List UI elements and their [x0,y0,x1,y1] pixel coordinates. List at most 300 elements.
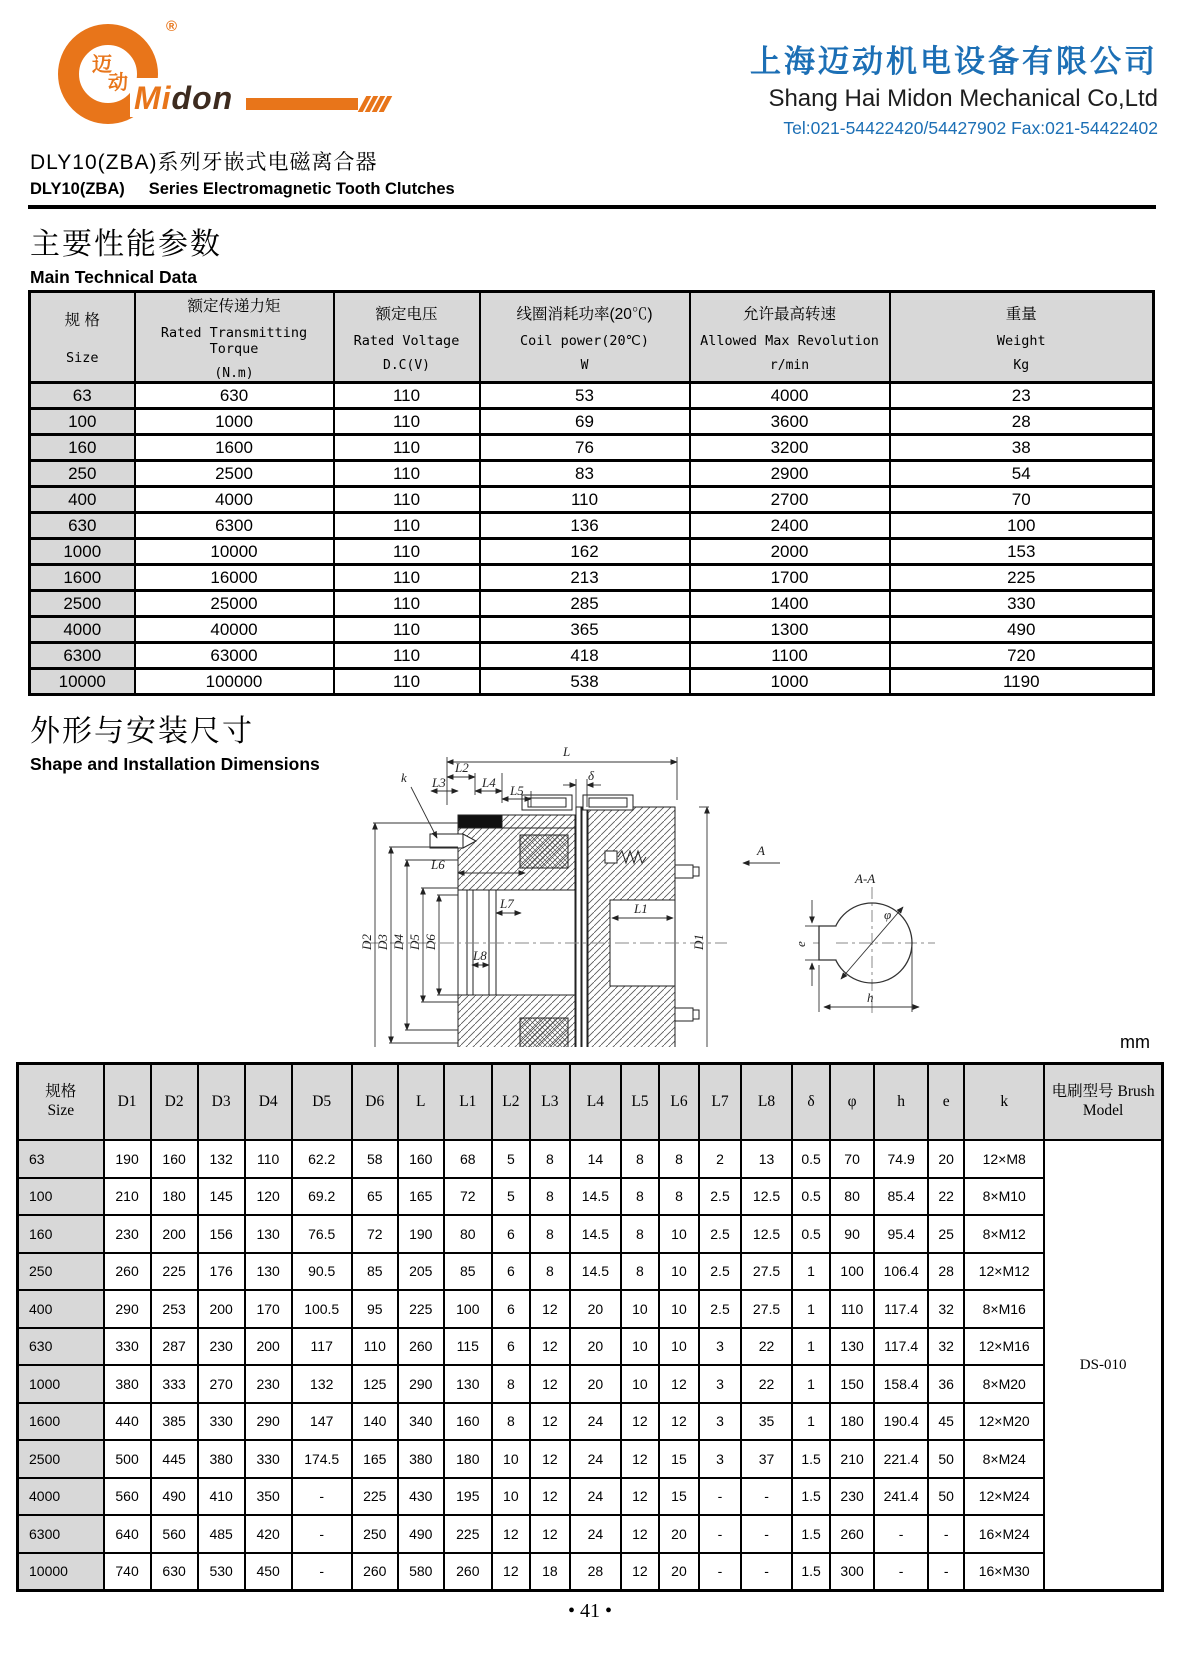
value-cell: 25000 [135,591,334,617]
value-cell: 12 [530,1515,570,1553]
value-cell: 440 [104,1403,151,1441]
table-row [18,1253,1163,1291]
value-cell: 8×M12 [964,1215,1044,1253]
dim-label-L3: L3 [432,775,446,790]
value-cell: 70 [890,487,1154,513]
value-cell: 630 [151,1553,198,1591]
value-cell: 365 [480,617,690,643]
size-cell: 6300 [30,643,135,669]
col-header-brush-model: 电刷型号 Brush Model [1044,1064,1162,1141]
value-cell: 195 [444,1478,492,1516]
logo-cn-char: 迈 [92,54,112,76]
value-cell: 260 [352,1553,398,1591]
value-cell: 225 [151,1253,198,1291]
value-cell: 110 [334,539,480,565]
value-cell: 490 [890,617,1154,643]
value-cell: 37 [741,1440,792,1478]
col-header-l1: L1 [444,1064,492,1141]
value-cell: 290 [245,1403,292,1441]
value-cell: 130 [245,1215,292,1253]
col-header-d4: D4 [245,1064,292,1141]
table-row [18,1440,1163,1478]
value-cell: 225 [398,1290,444,1328]
section-arrow-label-A: A [757,843,765,858]
value-cell: 22 [741,1365,792,1403]
value-cell: 4000 [135,487,334,513]
product-model: DLY10(ZBA) [30,180,125,198]
company-block [750,36,1158,139]
value-cell: - [874,1515,928,1553]
table-row [18,1178,1163,1216]
value-cell: 490 [151,1478,198,1516]
value-cell: 260 [398,1328,444,1366]
value-cell: 560 [151,1515,198,1553]
value-cell: 24 [570,1515,621,1553]
value-cell: 1 [792,1365,830,1403]
value-cell: 95.4 [874,1215,928,1253]
value-cell: 162 [480,539,690,565]
value-cell: 10 [659,1253,699,1291]
size-cell: 4000 [18,1478,104,1516]
value-cell: 115 [444,1328,492,1366]
dim-label-h: h [867,990,874,1005]
dim-label-L2: L2 [455,760,469,775]
value-cell: 8×M16 [964,1290,1044,1328]
value-cell: 160 [444,1403,492,1441]
value-cell: 10 [659,1328,699,1366]
value-cell: 15 [659,1478,699,1516]
value-cell: 530 [198,1553,245,1591]
size-cell: 1600 [18,1403,104,1441]
col-header-h: h [874,1064,928,1141]
table-row [18,1515,1163,1553]
col-header-l5: L5 [621,1064,659,1141]
company-name-en: Shang Hai Midon Mechanical Co,Ltd [768,85,1158,112]
size-cell: 63 [18,1140,104,1178]
table-row [30,591,1154,617]
logo-bar-icon [246,98,358,110]
col-header-size: 规格 Size [18,1064,104,1141]
value-cell: 58 [352,1140,398,1178]
value-cell: 32 [928,1290,964,1328]
table-row [18,1140,1163,1178]
value-cell: 430 [398,1478,444,1516]
dim-label-D2: D2 [359,934,374,950]
value-cell: 10 [621,1365,659,1403]
value-cell: 100.5 [292,1290,352,1328]
table-header-row [30,292,1154,383]
table-row [30,617,1154,643]
value-cell: 14.5 [570,1253,621,1291]
table-row [30,565,1154,591]
value-cell: 110 [334,435,480,461]
value-cell: 580 [398,1553,444,1591]
dim-label-k: k [401,770,407,785]
value-cell: 32 [928,1328,964,1366]
value-cell: 330 [890,591,1154,617]
size-cell: 400 [18,1290,104,1328]
value-cell: 140 [352,1403,398,1441]
value-cell: 3600 [690,409,890,435]
value-cell: 16×M30 [964,1553,1044,1591]
table-row [30,513,1154,539]
dim-label-D5: D5 [407,934,422,950]
value-cell: 110 [830,1290,874,1328]
value-cell: - [874,1553,928,1591]
value-cell: 250 [352,1515,398,1553]
value-cell: 6300 [135,513,334,539]
value-cell: 260 [104,1253,151,1291]
size-cell: 100 [18,1178,104,1216]
table-row [30,461,1154,487]
value-cell: 110 [334,461,480,487]
table-row [30,643,1154,669]
value-cell: 80 [444,1215,492,1253]
col-header-d3: D3 [198,1064,245,1141]
value-cell: 2 [699,1140,741,1178]
dim-label-D4: D4 [391,934,406,950]
registered-mark: ® [166,18,178,35]
col-header-l2: L2 [492,1064,530,1141]
value-cell: 12 [659,1403,699,1441]
value-cell: - [928,1515,964,1553]
value-cell: 8×M20 [964,1365,1044,1403]
value-cell: 213 [480,565,690,591]
size-cell: 160 [30,435,135,461]
value-cell: 27.5 [741,1290,792,1328]
value-cell: 132 [292,1365,352,1403]
value-cell: 330 [104,1328,151,1366]
value-cell: 2500 [135,461,334,487]
value-cell: 290 [104,1290,151,1328]
dim-label-L8: L8 [473,948,487,963]
product-title-cn: DLY10(ZBA)系列牙嵌式电磁离合器 [30,151,378,174]
dim-label-L5: L5 [510,783,524,798]
product-series: Series Electromagnetic Tooth Clutches [148,180,455,198]
value-cell: 8 [659,1140,699,1178]
value-cell: 1190 [890,669,1154,695]
value-cell: 3 [699,1403,741,1441]
value-cell: 69.2 [292,1178,352,1216]
value-cell: 20 [570,1365,621,1403]
value-cell: 53 [480,383,690,409]
value-cell: 76 [480,435,690,461]
table-row [30,435,1154,461]
value-cell: 100 [890,513,1154,539]
value-cell: 85.4 [874,1178,928,1216]
section2-title-cn: 外形与安装尺寸 [30,715,254,748]
value-cell: 200 [198,1290,245,1328]
value-cell: 40000 [135,617,334,643]
value-cell: 72 [444,1178,492,1216]
value-cell: 290 [398,1365,444,1403]
company-contact: Tel:021-54422420/54427902 Fax:021-54422402 [783,118,1158,138]
col-header-size: 规 格 Size [30,292,135,383]
clutch-cross-section-drawing [335,695,1180,1047]
value-cell: 110 [334,591,480,617]
dim-label-delta: δ [588,768,595,783]
table-row [30,539,1154,565]
col-header-coil-power: 线圈消耗功率(20℃) Coil power(20℃) W [480,292,690,383]
value-cell: 69 [480,409,690,435]
dim-label-e: e [793,941,808,947]
table-row [30,669,1154,695]
value-cell: 110 [334,487,480,513]
value-cell: 14.5 [570,1215,621,1253]
value-cell: 72 [352,1215,398,1253]
value-cell: 225 [890,565,1154,591]
page-number: • 41 • [567,1600,612,1622]
value-cell: 12×M8 [964,1140,1044,1178]
value-cell: 14.5 [570,1178,621,1216]
value-cell: 1 [792,1290,830,1328]
value-cell: 38 [890,435,1154,461]
value-cell: 8 [492,1403,530,1441]
value-cell: 14 [570,1140,621,1178]
value-cell: 1300 [690,617,890,643]
col-header-d5: D5 [292,1064,352,1141]
col-header-l3: L3 [530,1064,570,1141]
value-cell: 380 [398,1440,444,1478]
col-header-δ: δ [792,1064,830,1141]
value-cell: 176 [198,1253,245,1291]
col-header-l6: L6 [659,1064,699,1141]
value-cell: 156 [198,1215,245,1253]
value-cell: - [741,1553,792,1591]
table-row [18,1365,1163,1403]
value-cell: 100 [444,1290,492,1328]
table-row [30,487,1154,513]
value-cell: 8 [621,1215,659,1253]
value-cell: 28 [890,409,1154,435]
value-cell: 132 [198,1140,245,1178]
value-cell: 0.5 [792,1215,830,1253]
value-cell: 12×M16 [964,1328,1044,1366]
value-cell: 287 [151,1328,198,1366]
value-cell: 65 [352,1178,398,1216]
value-cell: 130 [830,1328,874,1366]
value-cell: - [292,1553,352,1591]
value-cell: 170 [245,1290,292,1328]
value-cell: 12 [621,1403,659,1441]
value-cell: 210 [830,1440,874,1478]
col-header-l4: L4 [570,1064,621,1141]
size-cell: 1600 [30,565,135,591]
value-cell: 380 [198,1440,245,1478]
value-cell: 22 [928,1178,964,1216]
value-cell: 740 [104,1553,151,1591]
value-cell: 10 [492,1478,530,1516]
col-header-l: L [398,1064,444,1141]
value-cell: 90 [830,1215,874,1253]
value-cell: 147 [292,1403,352,1441]
value-cell: 165 [352,1440,398,1478]
value-cell: 2900 [690,461,890,487]
value-cell: 36 [928,1365,964,1403]
value-cell: 1700 [690,565,890,591]
value-cell: - [699,1515,741,1553]
value-cell: - [699,1478,741,1516]
size-cell: 6300 [18,1515,104,1553]
logo-don: don [171,80,234,116]
value-cell: 350 [245,1478,292,1516]
value-cell: 3200 [690,435,890,461]
value-cell: 12 [492,1553,530,1591]
table-row [18,1215,1163,1253]
value-cell: 24 [570,1403,621,1441]
value-cell: - [741,1478,792,1516]
value-cell: 380 [104,1365,151,1403]
col-header-d1: D1 [104,1064,151,1141]
value-cell: 20 [659,1515,699,1553]
value-cell: 110 [334,409,480,435]
value-cell: - [928,1553,964,1591]
value-cell: 1.5 [792,1515,830,1553]
value-cell: 0.5 [792,1140,830,1178]
table-row [18,1478,1163,1516]
value-cell: 160 [151,1140,198,1178]
value-cell: 241.4 [874,1478,928,1516]
size-cell: 2500 [18,1440,104,1478]
section-view-label-AA: A-A [855,871,876,886]
value-cell: 23 [890,383,1154,409]
value-cell: 2.5 [699,1290,741,1328]
value-cell: 20 [570,1328,621,1366]
value-cell: 117.4 [874,1290,928,1328]
value-cell: 20 [659,1553,699,1591]
value-cell: 450 [245,1553,292,1591]
value-cell: 174.5 [292,1440,352,1478]
value-cell: 285 [480,591,690,617]
table-header-row [18,1064,1163,1141]
value-cell: 221.4 [874,1440,928,1478]
col-header-torque: 额定传递力矩 Rated Transmitting Torque (N.m) [135,292,334,383]
col-header-e: e [928,1064,964,1141]
value-cell: 85 [444,1253,492,1291]
col-header-weight: 重量 Weight Kg [890,292,1154,383]
value-cell: - [292,1515,352,1553]
dim-label-D6: D6 [423,934,438,950]
value-cell: 330 [198,1403,245,1441]
value-cell: 12 [621,1515,659,1553]
value-cell: 485 [198,1515,245,1553]
value-cell: 110 [334,617,480,643]
value-cell: 205 [398,1253,444,1291]
size-cell: 63 [30,383,135,409]
value-cell: 8 [492,1365,530,1403]
value-cell: 5 [492,1178,530,1216]
dim-label-L6: L6 [431,857,445,872]
value-cell: 28 [928,1253,964,1291]
value-cell: 136 [480,513,690,539]
size-cell: 630 [30,513,135,539]
value-cell: 8 [530,1253,570,1291]
value-cell: 76.5 [292,1215,352,1253]
value-cell: 117.4 [874,1328,928,1366]
value-cell: 22 [741,1328,792,1366]
value-cell: 230 [245,1365,292,1403]
value-cell: 385 [151,1403,198,1441]
dim-label-D1: D1 [691,934,706,950]
value-cell: 8 [530,1140,570,1178]
value-cell: 333 [151,1365,198,1403]
value-cell: 16000 [135,565,334,591]
value-cell: 1.5 [792,1478,830,1516]
value-cell: 13 [741,1140,792,1178]
size-cell: 1000 [30,539,135,565]
value-cell: 12 [530,1440,570,1478]
value-cell: 1 [792,1253,830,1291]
value-cell: 190 [398,1215,444,1253]
midon-logo [34,16,364,136]
col-header-k: k [964,1064,1044,1141]
value-cell: 538 [480,669,690,695]
value-cell: 12×M24 [964,1478,1044,1516]
value-cell: 63000 [135,643,334,669]
value-cell: 1.5 [792,1553,830,1591]
value-cell: 106.4 [874,1253,928,1291]
size-cell: 250 [30,461,135,487]
value-cell: 16×M24 [964,1515,1044,1553]
divider-rule [28,205,1156,209]
dim-label-L7: L7 [500,896,514,911]
value-cell: 15 [659,1440,699,1478]
value-cell: 12 [659,1365,699,1403]
brush-model-cell: DS-010 [1044,1140,1162,1591]
size-cell: 400 [30,487,135,513]
value-cell: 28 [570,1553,621,1591]
value-cell: 153 [890,539,1154,565]
value-cell: 253 [151,1290,198,1328]
value-cell: 117 [292,1328,352,1366]
value-cell: 95 [352,1290,398,1328]
value-cell: 180 [830,1403,874,1441]
col-header-voltage: 额定电压 Rated Voltage D.C(V) [334,292,480,383]
value-cell: 418 [480,643,690,669]
value-cell: 8 [659,1178,699,1216]
value-cell: 8 [530,1178,570,1216]
value-cell: 68 [444,1140,492,1178]
value-cell: 1 [792,1403,830,1441]
value-cell: 210 [104,1178,151,1216]
value-cell: 2.5 [699,1178,741,1216]
value-cell: 230 [198,1328,245,1366]
value-cell: 225 [444,1515,492,1553]
main-technical-data-table [28,290,1155,696]
company-name-cn: 上海迈动机电设备有限公司 [750,44,1158,79]
value-cell: 12 [530,1403,570,1441]
value-cell: 2400 [690,513,890,539]
col-header-d6: D6 [352,1064,398,1141]
size-cell: 1000 [18,1365,104,1403]
value-cell: 1000 [135,409,334,435]
value-cell: 500 [104,1440,151,1478]
value-cell: 24 [570,1478,621,1516]
col-header-l7: L7 [699,1064,741,1141]
value-cell: 110 [352,1328,398,1366]
value-cell: 12 [621,1478,659,1516]
value-cell: 420 [245,1515,292,1553]
logo-mi: Mi [134,80,172,116]
dim-label-L4: L4 [482,775,496,790]
size-cell: 4000 [30,617,135,643]
value-cell: 10 [659,1215,699,1253]
value-cell: 110 [334,565,480,591]
value-cell: 8 [621,1178,659,1216]
value-cell: 27.5 [741,1253,792,1291]
value-cell: 560 [104,1478,151,1516]
value-cell: 2700 [690,487,890,513]
